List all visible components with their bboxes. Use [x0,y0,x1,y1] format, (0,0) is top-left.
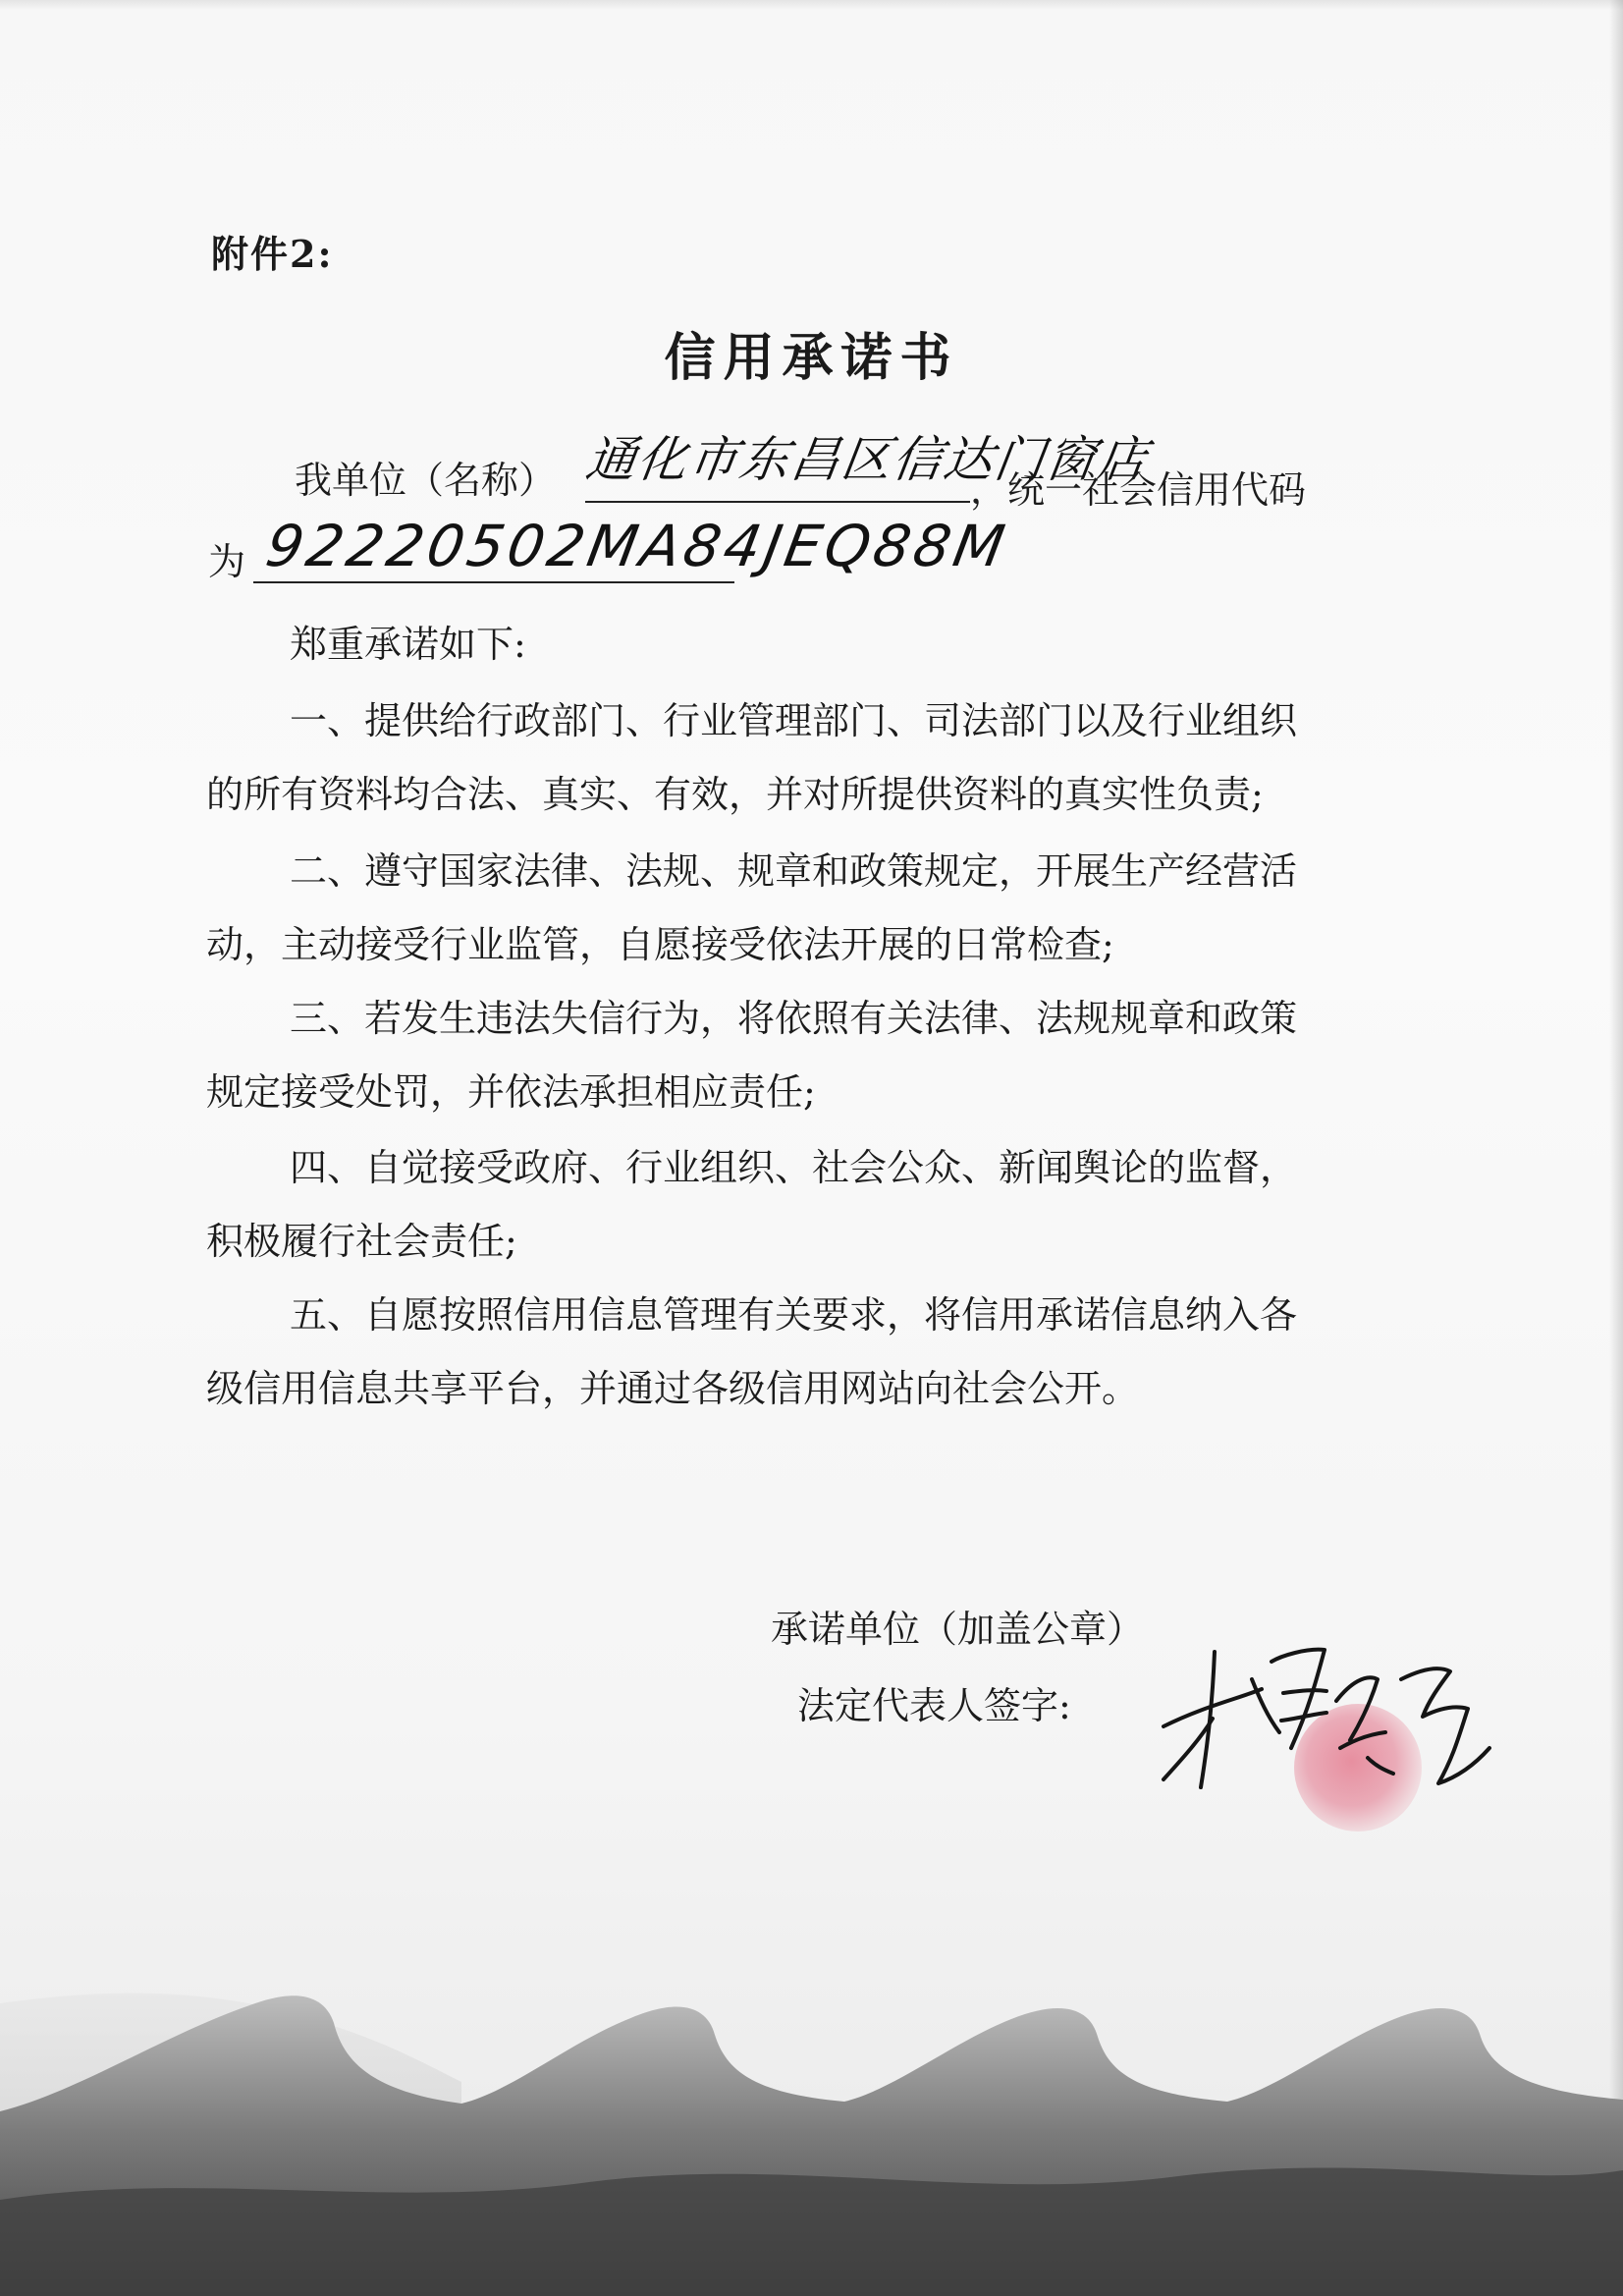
company-name-underline [585,501,970,503]
item-2-line-1: 二、遵守国家法律、法规、规章和政策规定，开展生产经营活 [290,849,1298,893]
item-4-line-2: 积极履行社会责任; [206,1220,517,1263]
item-3-line-2: 规定接受处罚，并依法承担相应责任; [206,1070,816,1114]
intro-prefix: 我单位（名称） [295,459,557,502]
item-2-line-2: 动，主动接受行业监管，自愿接受依法开展的日常检查; [206,923,1114,966]
legal-rep-label: 法定代表人签字: [797,1684,1071,1727]
credit-code-handwriting: 92220502MA84JEQ88M [261,513,1013,579]
code-prefix: 为 [208,540,246,583]
item-1-line-1: 一、提供给行政部门、行业管理部门、司法部门以及行业组织 [290,699,1298,742]
credit-code-underline [253,581,734,583]
item-5-line-2: 级信用信息共享平台，并通过各级信用网站向社会公开。 [206,1367,1140,1410]
item-1-line-2: 的所有资料均合法、真实、有效，并对所提供资料的真实性负责; [206,773,1264,816]
solemn-line: 郑重承诺如下: [290,623,526,666]
intro-suffix: ，统一社会信用代码 [970,468,1307,512]
document-title: 信用承诺书 [664,328,959,388]
legal-rep-signature [1144,1611,1517,1807]
scan-edge-top [0,0,1623,10]
attachment-label: 附件2: [211,232,334,276]
company-name-handwriting: 通化市东昌区信达门窗店 [582,431,1153,488]
item-3-line-1: 三、若发生违法失信行为，将依照有关法律、法规规章和政策 [290,997,1298,1040]
decorative-wave-footer [0,1925,1623,2296]
item-4-line-1: 四、自觉接受政府、行业组织、社会公众、新闻舆论的监督， [290,1146,1298,1189]
unit-seal-label: 承诺单位（加盖公章） [771,1608,1145,1651]
item-5-line-1: 五、自愿按照信用信息管理有关要求，将信用承诺信息纳入各 [290,1293,1298,1337]
